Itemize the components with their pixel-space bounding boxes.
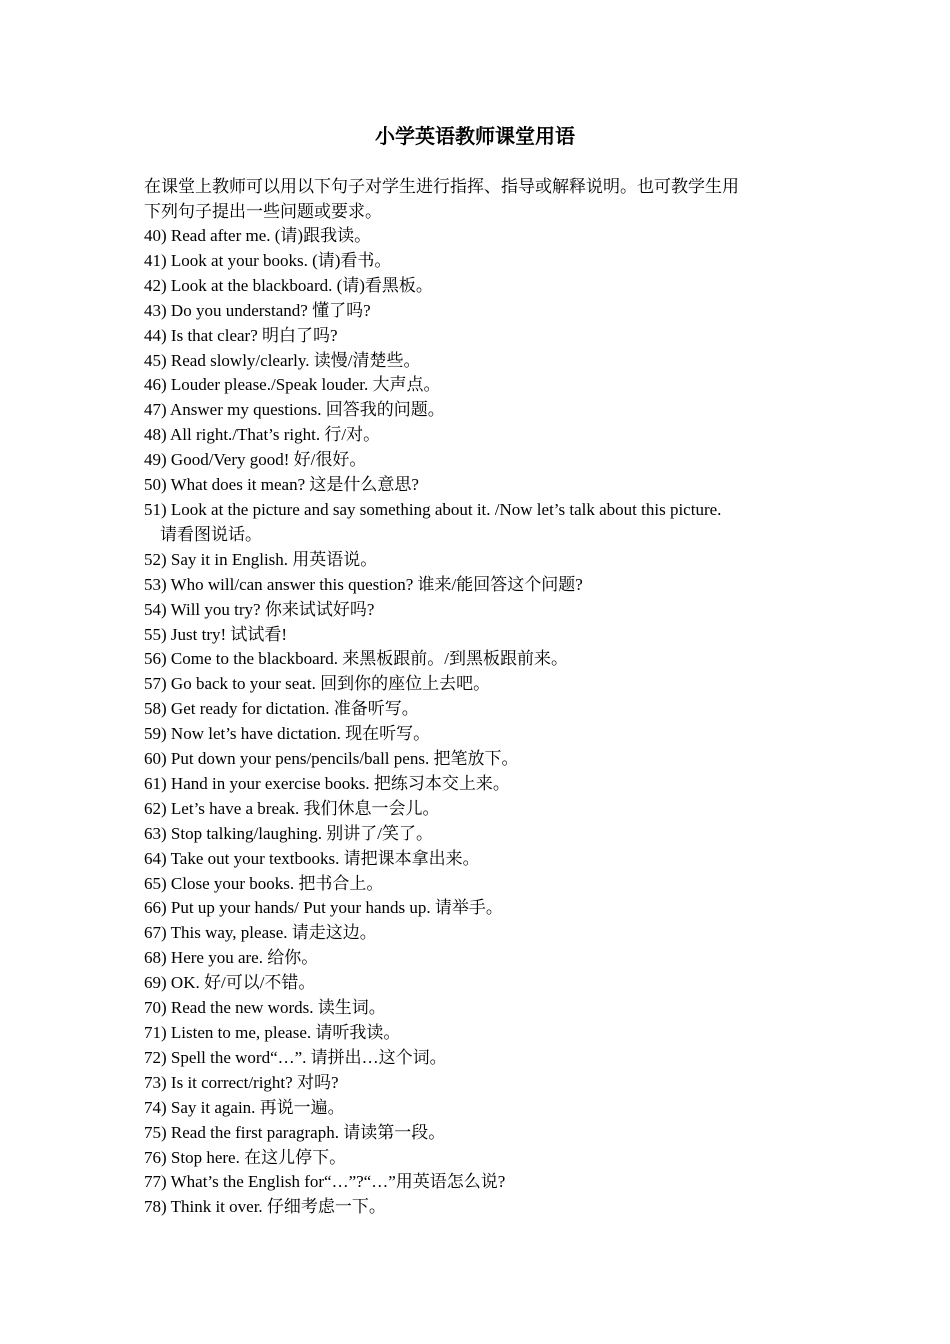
phrase-item: 71) Listen to me, please. 请听我读。: [144, 1023, 401, 1042]
phrase-item: 76) Stop here. 在这儿停下。: [144, 1147, 347, 1167]
phrase-item: 68) Here you are. 给你。: [144, 948, 319, 968]
phrase-item: 62) Let’s have a break. 我们休息一会儿。: [144, 798, 440, 818]
phrase-item: 75) Read the first paragraph. 请读第一段。: [144, 1122, 446, 1142]
intro-line-2: 下列句子提出一些问题或要求。: [144, 202, 382, 221]
phrase-item: 51) Look at the picture and say something about it. /Now let’s talk about this picture.: [144, 499, 722, 519]
phrase-item: 44) Is that clear? 明白了吗?: [144, 325, 338, 345]
phrase-item: 59) Now let’s have dictation. 现在听写。: [144, 724, 431, 744]
phrase-item: 74) Say it again. 再说一遍。: [144, 1097, 345, 1117]
phrase-item-continuation: [144, 523, 814, 548]
phrase-item: 46) Louder please./Speak louder. 大声点。: [144, 375, 441, 395]
phrase-item: 63) Stop talking/laughing. 别讲了/笑了。: [144, 823, 433, 843]
phrase-item: 41) Look at your books. (请)看书。: [144, 250, 392, 270]
phrase-item: 45) Read slowly/clearly. 读慢/清楚些。: [144, 350, 421, 370]
phrase-item: 78) Think it over. 仔细考虑一下。: [144, 1197, 386, 1217]
phrase-item: 66) Put up your hands/ Put your hands up. 请举手。: [144, 898, 503, 918]
phrase-list: [144, 224, 814, 1220]
phrase-item: 77) What’s the English for“…”?“…”用英语怎么说?: [144, 1172, 506, 1192]
page-title: 小学英语教师课堂用语: [375, 126, 575, 148]
phrase-item: 48) All right./That’s right. 行/对。: [144, 425, 381, 445]
phrase-item: 49) Good/Very good! 好/很好。: [144, 450, 367, 470]
phrase-item: 70) Read the new words. 读生词。: [144, 998, 386, 1018]
phrase-item: 50) What does it mean? 这是什么意思?: [144, 475, 419, 495]
phrase-item: 40) Read after me. (请)跟我读。: [144, 226, 372, 245]
phrase-item: 60) Put down your pens/pencils/ball pens. 把笔放下。: [144, 749, 519, 769]
phrase-item: 43) Do you understand? 懂了吗?: [144, 300, 371, 320]
phrase-continuation-text: 请看图说话。: [160, 524, 262, 544]
phrase-item: 55) Just try! 试试看!: [144, 624, 288, 644]
phrase-item: 53) Who will/can answer this question? 谁来/能回答这个问题?: [144, 574, 583, 594]
phrase-item: 69) OK. 好/可以/不错。: [144, 973, 316, 993]
phrase-item: 61) Hand in your exercise books. 把练习本交上来。: [144, 773, 510, 793]
phrase-item: 64) Take out your textbooks. 请把课本拿出来。: [144, 848, 480, 868]
phrase-item: 47) Answer my questions. 回答我的问题。: [144, 400, 445, 420]
intro-paragraph: [144, 174, 814, 224]
intro-line-1: 在课堂上教师可以用以下句子对学生进行指挥、指导或解释说明。也可教学生用: [144, 177, 739, 196]
phrase-item: 73) Is it correct/right? 对吗?: [144, 1072, 339, 1092]
phrase-item: 56) Come to the blackboard. 来黑板跟前。/到黑板跟前来。: [144, 649, 569, 669]
phrase-item: 42) Look at the blackboard. (请)看黑板。: [144, 275, 433, 295]
phrase-item: 57) Go back to your seat. 回到你的座位上去吧。: [144, 674, 491, 694]
phrase-item: 72) Spell the word“…”. 请拼出…这个词。: [144, 1047, 447, 1067]
phrase-item: 67) This way, please. 请走这边。: [144, 923, 377, 943]
phrase-item: 52) Say it in English. 用英语说。: [144, 549, 378, 569]
phrase-item: 65) Close your books. 把书合上。: [144, 873, 384, 893]
phrase-item: 54) Will you try? 你来试试好吗?: [144, 599, 375, 619]
phrase-item: 58) Get ready for dictation. 准备听写。: [144, 699, 419, 719]
